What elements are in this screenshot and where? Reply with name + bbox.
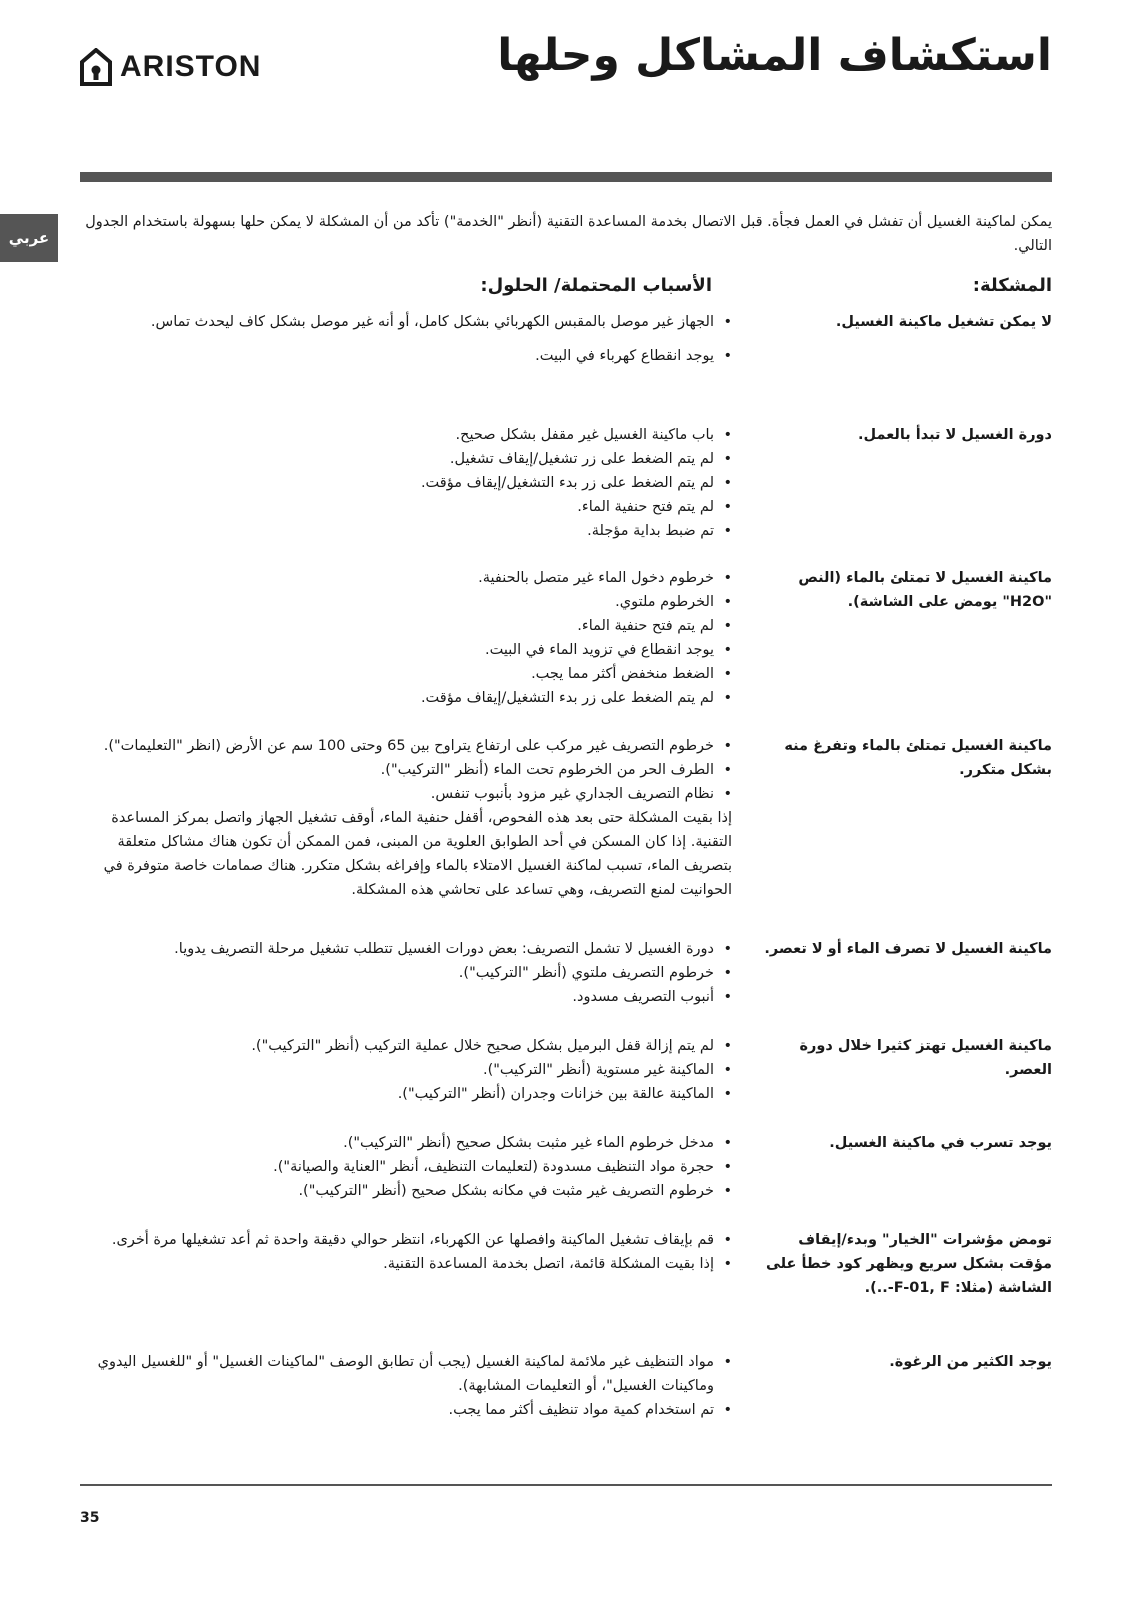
solution-list <box>80 1350 732 1422</box>
solution-item: • لم يتم إزالة قفل البرميل بشكل صحيح خلال عملية التركيب (أنظر "التركيب"). <box>80 1034 732 1058</box>
intro-text: يمكن لماكينة الغسيل أن تفشل في العمل فجأة. قبل الاتصال بخدمة المساعدة التقنية (أنظر "الخدمة") تأكد من أن المشكلة لا يمكن حلها بسهولة باستخدام الجدول التالي. <box>85 214 1052 254</box>
problem-text: لا يمكن تشغيل ماكينة الغسيل. <box>835 314 1052 330</box>
solution-item: • لم يتم فتح حنفية الماء. <box>80 495 732 519</box>
solution-item: • خرطوم التصريف غير مثبت في مكانه بشكل صحيح (أنظر "التركيب"). <box>80 1179 732 1203</box>
footer-rule <box>80 1484 1052 1486</box>
solution-item: • تم ضبط بداية مؤجلة. <box>80 519 732 543</box>
solution-item: • الماكينة عالقة بين خزانات وجدران (أنظر "التركيب"). <box>80 1082 732 1106</box>
solution-item: • خرطوم دخول الماء غير متصل بالحنفية. <box>80 566 732 590</box>
problem-text: يوجد الكثير من الرغوة. <box>889 1354 1052 1370</box>
problem-text: ماكينة الغسيل لا تصرف الماء أو لا تعصر. <box>764 941 1052 957</box>
solution-item: • أنبوب التصريف مسدود. <box>80 985 732 1009</box>
solution-item: • الطرف الحر من الخرطوم تحت الماء (أنظر "التركيب"). <box>80 758 732 782</box>
solution-list <box>80 937 732 1009</box>
language-tab: عربي <box>0 214 58 262</box>
solution-item: • لم يتم فتح حنفية الماء. <box>80 614 732 638</box>
problem-text: ماكينة الغسيل تمتلئ بالماء وتفرغ منه بشكل متكرر. <box>784 738 1052 778</box>
solution-list <box>80 734 732 902</box>
page-number: 35 <box>80 1510 100 1526</box>
solution-item: • لم يتم الضغط على زر بدء التشغيل/إيقاف مؤقت. <box>80 471 732 495</box>
solution-item: • يوجد انقطاع كهرباء في البيت. <box>80 344 732 368</box>
header-rule <box>80 172 1052 182</box>
solution-item: • الماكينة غير مستوية (أنظر "التركيب"). <box>80 1058 732 1082</box>
solution-item: • حجرة مواد التنظيف مسدودة (لتعليمات التنظيف، أنظر "العناية والصيانة"). <box>80 1155 732 1179</box>
solution-column-header: الأسباب المحتملة/ الحلول: <box>480 275 712 296</box>
solution-item: • يوجد انقطاع في تزويد الماء في البيت. <box>80 638 732 662</box>
solution-item: • الخرطوم ملتوي. <box>80 590 732 614</box>
solution-item: • إذا بقيت المشكلة قائمة، اتصل بخدمة المساعدة التقنية. <box>80 1252 732 1276</box>
solution-item: • الجهاز غير موصل بالمقبس الكهربائي بشكل كامل، أو أنه غير موصل بشكل كاف ليحدث تماس. <box>80 310 732 334</box>
solution-item: • مدخل خرطوم الماء غير مثبت بشكل صحيح (أنظر "التركيب"). <box>80 1131 732 1155</box>
solution-list <box>80 566 732 710</box>
page-title: استكشاف المشاكل وحلها <box>497 30 1052 81</box>
solution-item: • الضغط منخفض أكثر مما يجب. <box>80 662 732 686</box>
ariston-logo <box>80 46 261 88</box>
problem-text: ماكينة الغسيل لا تمتلئ بالماء (النص "H2O" يومض على الشاشة). <box>798 570 1052 610</box>
house-logo-icon <box>80 48 112 86</box>
solution-list <box>80 1228 732 1276</box>
solution-item: • دورة الغسيل لا تشمل التصريف: بعض دورات الغسيل تتطلب تشغيل مرحلة التصريف يدويا. <box>80 937 732 961</box>
problem-text: تومض مؤشرات "الخيار" وبدء/إيقاف مؤقت بشكل سريع ويظهر كود خطأ على الشاشة (مثلا: F-01, F-..). <box>765 1232 1052 1296</box>
brand-name: ARISTON <box>120 50 262 83</box>
solution-item: • تم استخدام كمية مواد تنظيف أكثر مما يجب. <box>80 1398 732 1422</box>
solution-item: • لم يتم الضغط على زر بدء التشغيل/إيقاف مؤقت. <box>80 686 732 710</box>
solution-list <box>80 310 732 368</box>
problem-text: دورة الغسيل لا تبدأ بالعمل. <box>858 427 1052 443</box>
solution-item: • خرطوم التصريف غير مركب على ارتفاع يتراوح بين 65 وحتى 100 سم عن الأرض (انظر "التعليمات"). <box>80 734 732 758</box>
solution-list <box>80 1131 732 1203</box>
solution-list <box>80 423 732 543</box>
problem-column-header: المشكلة: <box>972 275 1052 296</box>
solution-item: • نظام التصريف الجداري غير مزود بأنبوب تنفس. <box>80 782 732 806</box>
solution-item: • مواد التنظيف غير ملائمة لماكينة الغسيل (يجب أن تطابق الوصف "لماكينات الغسيل" أو "للغسيل اليدوي وماكينات الغسيل"، أو التعليمات المشابهة). <box>80 1350 732 1398</box>
problem-text: ماكينة الغسيل تهتز كثيرا خلال دورة العصر. <box>799 1038 1052 1078</box>
solution-list <box>80 1034 732 1106</box>
solution-item: • باب ماكينة الغسيل غير مقفل بشكل صحيح. <box>80 423 732 447</box>
solution-item: • خرطوم التصريف ملتوي (أنظر "التركيب"). <box>80 961 732 985</box>
problem-text: يوجد تسرب في ماكينة الغسيل. <box>829 1135 1052 1151</box>
solution-item: • لم يتم الضغط على زر تشغيل/إيقاف تشغيل. <box>80 447 732 471</box>
solution-note: إذا بقيت المشكلة حتى بعد هذه الفحوص، أقفل حنفية الماء، أوقف تشغيل الجهاز واتصل بمركز المساعدة التقنية. إذا كان المسكن في أحد الطوابق العلوية من المبنى، فمن الممكن أن تكون هناك مشاكل متعلقة بتصريف الماء، تسبب لماكنة الغسيل الامتلاء بالماء وإفراغه بشكل متكرر. هناك صمامات خاصة متوفرة في الحوانيت لمنع التصريف، وهي تساعد على تحاشي هذه المشكلة. <box>103 810 732 898</box>
solution-item: • قم بإيقاف تشغيل الماكينة وافصلها عن الكهرباء، انتظر حوالي دقيقة واحدة ثم أعد تشغيلها مرة أخرى. <box>80 1228 732 1252</box>
